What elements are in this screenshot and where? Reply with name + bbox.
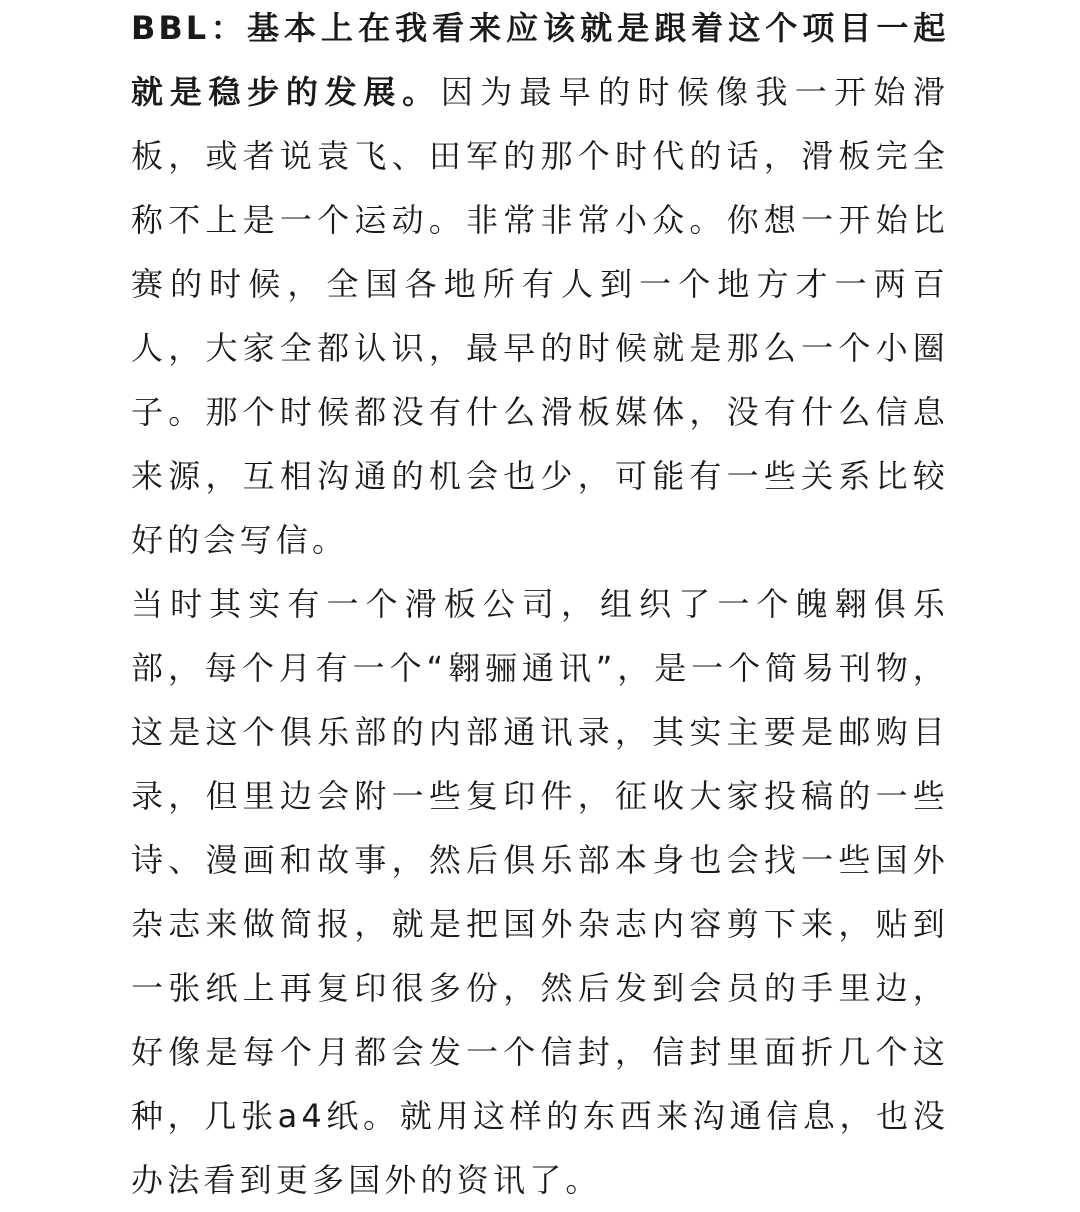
- paragraph-2: [131, 572, 949, 1212]
- article-text: [131, 0, 949, 1212]
- speaker-label: BBL：: [131, 9, 248, 47]
- paragraph-body: 当时其实有一个滑板公司，组织了一个魄翱俱乐部，每个月有一个“翱骊通讯”，是一个简易刊物，这是这个俱乐部的内部通讯录，其实主要是邮购目录，但里边会附一些复印件，征收大家投稿的一些诗、漫画和故事，然后俱乐部本身也会找一些国外杂志来做简报，就是把国外杂志内容剪下来，贴到一张纸上再复印很多份，然后发到会员的手里边，好像是每个月都会发一个信封，信封里面折几个这种，几张a4纸。就用这样的东西来沟通信息，也没办法看到更多国外的资讯了。: [131, 585, 949, 1199]
- paragraph-body: 因为最早的时候像我一开始滑板，或者说袁飞、田军的那个时代的话，滑板完全称不上是一个运动。非常非常小众。你想一开始比赛的时候，全国各地所有人到一个地方才一两百人，大家全都认识，最早的时候就是那么一个小圈子。那个时候都没有什么滑板媒体，没有什么信息来源，互相沟通的机会也少，可能有一些关系比较好的会写信。: [131, 73, 949, 559]
- paragraph-1: [131, 0, 949, 572]
- bold-lead-sentence: 基本上在我看来应该就是跟着这个项目一起就是稳步的发展。: [131, 9, 949, 111]
